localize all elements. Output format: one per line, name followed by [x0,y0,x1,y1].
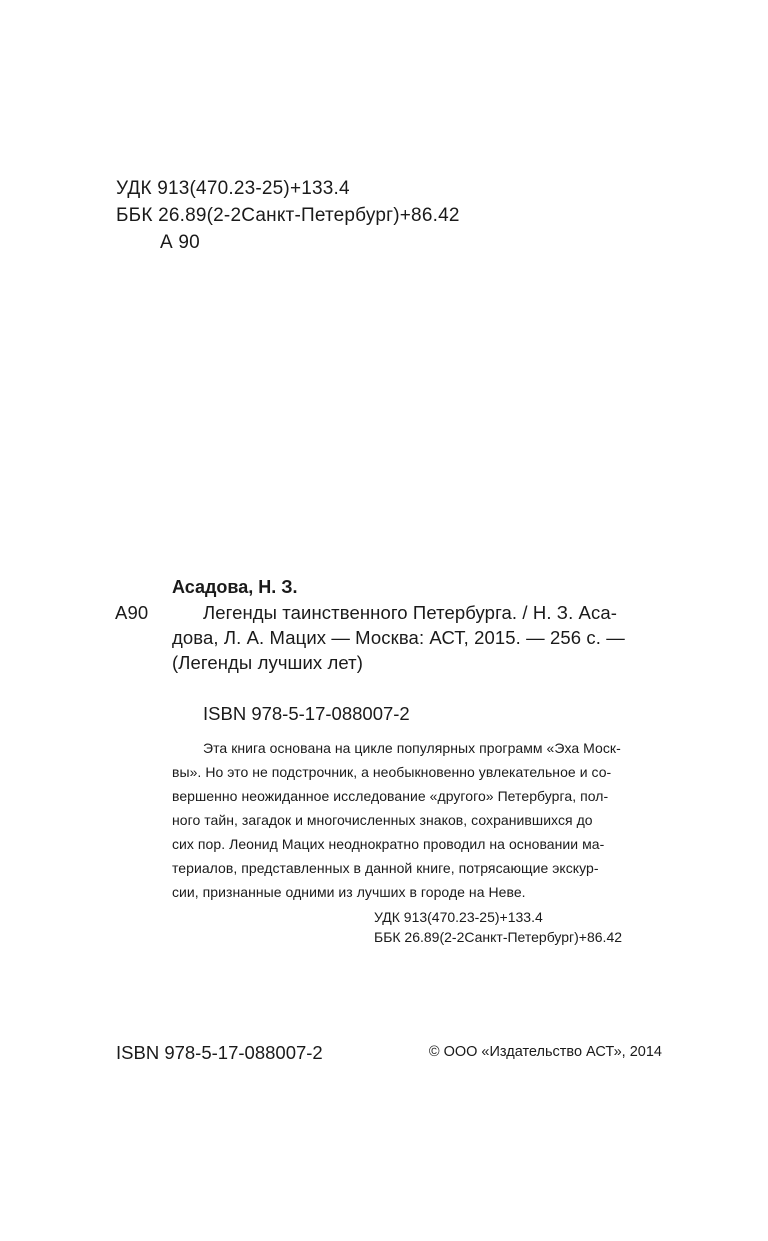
catalog-body-line-2: дова, Л. А. Мацих — Москва: АСТ, 2015. — 256 с. — [172,627,625,648]
footer-isbn: ISBN 978-5-17-088007-2 [116,1042,323,1063]
catalog-body-line-1: Легенды таинственного Петербурга. / Н. З. Аса- [203,602,617,623]
annotation-line-3: вершенно неожиданное исследование «другого» Петербурга, пол- [172,788,609,804]
annotation-line-1: Эта книга основана на цикле популярных программ «Эха Моск- [203,740,621,756]
annotation-line-4: ного тайн, загадок и многочисленных знаков, сохранившихся до [172,812,593,828]
annotation-line-7: сии, признанные одними из лучших в городе на Неве. [172,884,526,900]
annotation-line-6: териалов, представленных в данной книге, потрясающие экскур- [172,860,599,876]
footer-copyright: © ООО «Издательство АСТ», 2014 [428,1044,662,1060]
top-author-mark: А 90 [160,232,200,253]
catalog-isbn: ISBN 978-5-17-088007-2 [203,703,410,724]
catalog-mark: А90 [115,602,149,623]
catalog-udk-code: УДК 913(470.23-25)+133.4 [374,909,543,925]
catalog-bbk-code: ББК 26.89(2-2Санкт-Петербург)+86.42 [374,929,623,945]
top-udk-code: УДК 913(470.23-25)+133.4 [116,178,350,199]
catalog-body-line-3: (Легенды лучших лет) [172,652,364,673]
annotation-line-5: сих пор. Леонид Мацих неоднократно проводил на основании ма- [172,836,605,852]
annotation-line-2: вы». Но это не подстрочник, а необыкновенно увлекательное и со- [172,764,612,780]
catalog-author: Асадова, Н. З. [172,577,298,597]
top-bbk-code: ББК 26.89(2-2Санкт-Петербург)+86.42 [116,205,460,226]
